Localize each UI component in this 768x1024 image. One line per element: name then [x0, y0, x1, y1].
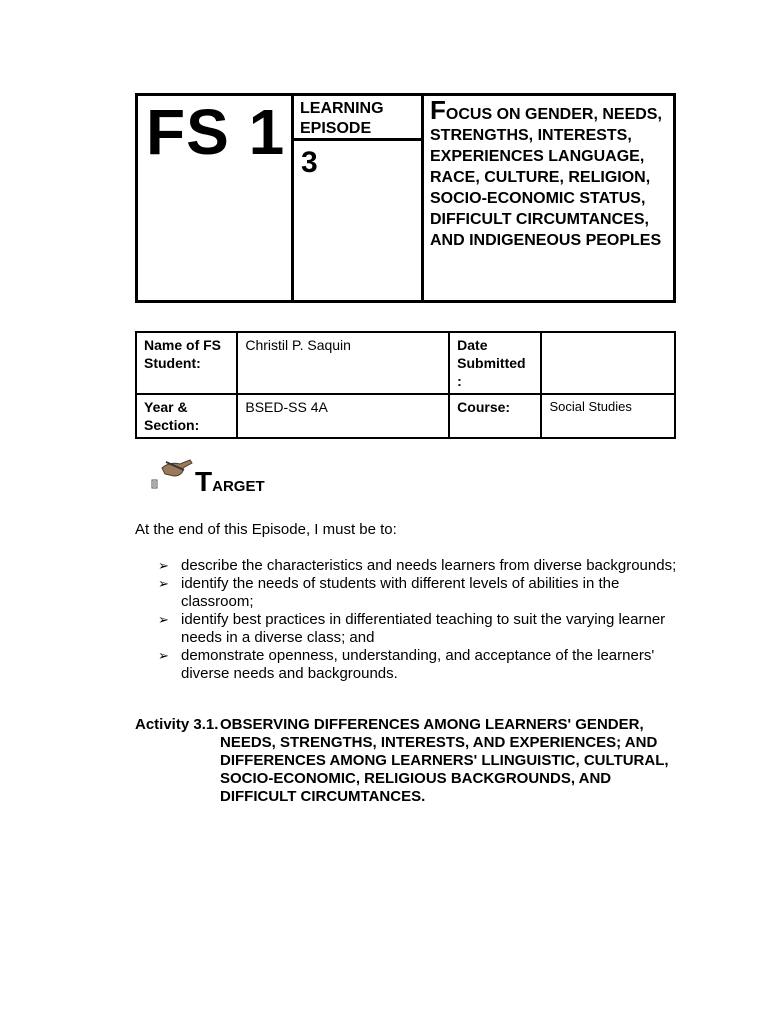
episode-header-table [135, 93, 676, 303]
table-row [136, 332, 675, 394]
name-label: Name of FS Student: [136, 332, 237, 394]
target-heading-initial: T [195, 466, 213, 497]
date-submitted-label: Date Submitted : [449, 332, 541, 394]
episode-number-cell [294, 141, 424, 300]
objective-text: describe the characteristics and needs learners from diverse backgrounds; [181, 557, 677, 574]
learning-episode-cell [294, 96, 424, 141]
learning-episode-label: LEARNING EPISODE [300, 100, 384, 137]
arrow-bullet-icon: ➢ [158, 612, 169, 627]
target-heading [195, 466, 265, 498]
list-item [158, 557, 678, 575]
fs-title-cell [138, 96, 294, 300]
objective-text: identify best practices in differentiated teaching to suit the varying learner needs in a diverse class; and [181, 611, 666, 646]
episode-number: 3 [301, 146, 318, 179]
arrow-bullet-icon: ➢ [158, 558, 169, 573]
list-item [158, 575, 678, 611]
writing-hand-icon [150, 452, 195, 496]
fs-title: FS 1 [146, 96, 286, 168]
year-section-label: Year & Section: [136, 394, 237, 438]
target-heading-rest: ARGET [212, 478, 265, 495]
course-label: Course: [449, 394, 541, 438]
name-value: Christil P. Saquin [237, 332, 449, 394]
objective-text: identify the needs of students with different levels of abilities in the classroom; [181, 575, 620, 610]
course-value: Social Studies [541, 394, 675, 438]
activity-title: OBSERVING DIFFERENCES AMONG LEARNERS' GENDER, NEEDS, STRENGTHS, INTERESTS, AND EXPERIENCES; AND DIFFERENCES AMONG LEARNERS' LLINGUISTIC, CULTURAL, SOCIO-ECONOMIC, RELIGIOUS BACKGROUNDS, AND DIFFICULT CIRCUMTANCES. [220, 716, 669, 805]
activity-number: Activity 3.1. [135, 716, 219, 733]
focus-title: FOCUS ON GENDER, NEEDS, STRENGTHS, INTERESTS, EXPERIENCES LANGUAGE, RACE, CULTURE, RELIGION, SOCIO-ECONOMIC STATUS, DIFFICULT CIRCUMTANCES, AND INDIGENEOUS PEOPLES [430, 95, 662, 249]
objectives-list [158, 557, 678, 683]
focus-cell [424, 96, 673, 300]
date-submitted-value [541, 332, 675, 394]
list-item [158, 647, 678, 683]
year-section-value: BSED-SS 4A [237, 394, 449, 438]
student-info-table [135, 331, 676, 439]
intro-text: At the end of this Episode, I must be to: [135, 521, 397, 538]
arrow-bullet-icon: ➢ [158, 576, 169, 591]
arrow-bullet-icon: ➢ [158, 648, 169, 663]
table-row [136, 394, 675, 438]
list-item [158, 611, 678, 647]
objective-text: demonstrate openness, understanding, and acceptance of the learners' diverse needs and backgrounds. [181, 647, 655, 682]
